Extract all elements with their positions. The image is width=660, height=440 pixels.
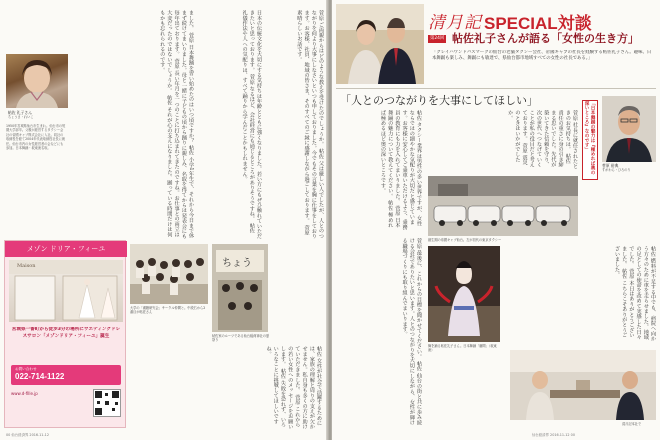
- series-title: SPECIAL対談: [484, 14, 592, 33]
- club-photo-caption: 大学の「漢籍研究会」サークル仲間と。中段右から2番目が帖佐さん: [130, 306, 206, 315]
- vintage-taxis-photo: [428, 176, 578, 236]
- host-name: 菅原 裕典: [602, 163, 619, 168]
- series-brand: 清月記: [428, 13, 482, 33]
- dance-performance-photo: [428, 246, 500, 342]
- club-group-photo: [130, 244, 208, 304]
- left-folio: 00 仙台経済界 2016.11-12: [6, 433, 49, 437]
- office-photo-credit: 清月記本社で: [622, 422, 642, 426]
- left-page: [0, 0, 328, 440]
- taxi-photo-caption: 創生期の帝國キャブ仙台。左が初代の東京タクシー: [428, 238, 502, 242]
- wedding-ad[interactable]: [4, 240, 126, 428]
- headline: 帖佐礼子さんが語る「女性の生き方」: [452, 33, 639, 45]
- guest-bio: 1950年宮城県仙台市生まれ。仙台市の短期大学部卒。父親が経営するタクシー会社の帝國キャブ株式会社に入社。同社の取締役を経て2004年代表取締役社長に就任。仙台市内の女性経営者の会などにも参加。日本舞踊・坂東流名取。: [6, 124, 66, 151]
- office-photo: [510, 350, 656, 420]
- guest-reading: ちょうさ・れいこ: [8, 115, 34, 120]
- interview-text-column: 帖佐 燃料が不足する中でも、病院へ向かう方々のために車を走らせました。地域の足としての使命を改めて実感した日々でした。 菅原 本日はありがとうございました。 帖佐 こちらこそありがとうございました。: [613, 246, 656, 342]
- host-name-caption: [602, 164, 656, 173]
- interview-text-column: 菅原 社長に就任されたときのお気持ちは。 帖佐 責任の重さに身の引き締まる思いでした。先代が築いてきた信頼を守り、次の世代へつなげていくことが私の役目だと考えております。 菅原 震災のときはいかがでしたか。: [507, 110, 578, 169]
- interview-text-column: 帖佐 女性が社会で活躍するためには、家族の理解と周りの支えが欠かせません。私自身も多くの方に助けていただきました。 菅原 これからの若い女性へのメッセージをお願いします。 帖佐 失敗を恐れず、いろいろなことに挑戦してほしいですね。: [265, 346, 322, 430]
- issue-badge: 第24回: [430, 36, 445, 41]
- interview-text-column: 日本の伝統文化を大切にする気持ちは年齢とともに強くなりました。若い方にもぜひ触れていただきたいと思っております。 菅原 なるほど、会社経営にも通じるところがありそうですね。 帖佐 礼儀作法や人への気配りは、すべて踊りから学んだことかもしれません。: [241, 10, 262, 239]
- title-rule: [336, 88, 656, 89]
- right-page: [332, 0, 660, 440]
- svg-text:ちょう: ちょう: [222, 258, 252, 269]
- lead-text: 「グレイハウンドバスマークの仙台の老舗タクシー会社、帝國キャブの社長を経験する帖佐礼子さん。趣味、日本舞踊も楽しみ、舞踊にも敏達で、県仙台都市地域すべての女性の社長である。」: [432, 50, 652, 62]
- side-quote-box: [582, 100, 598, 180]
- interview-text-column: ました。 菅原 日本舞踊を習い始めたのはいつ頃ですか？ 帖佐 小学1年生で、それから今日まで休まず続けてまいりました。母と一緒に子どもの頃から踊りに親しみ、名取を得てからは発表会にも毎年出ております。 菅原 長い年月を一つのことに打ち込まれてきたのですね。お仕事との両立は大変だったのではないでしょうか。 帖佐 それが心の支えになりました。踊っている時間だけは何もかも忘れられるのです。: [159, 10, 194, 239]
- ad-contact: [11, 365, 121, 385]
- qr-code-icon: [93, 389, 121, 417]
- right-folio: 仙台経済界 2016.11-12 00: [532, 433, 575, 437]
- ad-phone-number[interactable]: 022-714-1122: [15, 372, 65, 381]
- guest-name: 帖佐 礼子さん: [8, 110, 32, 115]
- host-portrait-photo: [602, 96, 656, 162]
- salon-sign: Maison: [17, 263, 36, 269]
- host-reading: すがわら・ひろのり: [602, 168, 631, 173]
- dance-photo-caption: 舞を踊る帖佐礼子さん。日本舞踊「藤間」（坂東流）: [428, 344, 497, 353]
- shrine-photo-caption: 帖佐家のルーツである仙台稲荷神社の夏祭り: [212, 334, 270, 343]
- guest-name-caption: [8, 111, 68, 120]
- shrine-festival-photo: [212, 244, 268, 332]
- ad-url[interactable]: www.d-fille.jp: [11, 391, 38, 396]
- ad-copy: 宮城県一番町から徒歩3分の場所にウエディングドレスサロン「メゾンドリア・フィーユ」誕生: [11, 327, 121, 339]
- pull-quote: 「人とのつながりを大事にしてほしい」: [340, 94, 538, 107]
- interview-text-column: 菅原 最後に、これからの目標を聞かせてください。 帖佐 仙台の街と共に歩み続ける会社でありたいと思います。人とのつながりを大切にしながら、女性が輝ける職場づくりにも取り組んでまいります。: [401, 238, 422, 426]
- ad-tel-label: お問い合わせ: [15, 367, 37, 371]
- interview-text-column: 帖佐 タクシー業界は男性の多い世界ですが、女性ならではの細やかな気配りが大切だと感じています。お客様に安心してご乗車いただけるよう、乗務員の教育にも力を入れてまいりました。 菅原 日本舞踊の魅力について教えてください。 帖佐 極めれば極めるほど奥の深いところです。: [379, 110, 422, 230]
- salon-storefront-photo: [9, 260, 123, 322]
- side-quote-text: 「日本舞踊の魅力は『極めれば奥の深いところ』なのです」: [584, 101, 595, 175]
- ad-title: メゾン ドリア・フィーユ: [5, 241, 127, 257]
- interview-text-column: 菅原 ご両親からはどのような教えを受けたのでしょうか。 帖佐 父は厳しい人でしたが、人とのつながりを何より大事にしなさいといつも申しておりました。今でもその言葉を胸に仕事をしております。お客様、社員、地域の皆さま、そのすべてのご縁に感謝しながら過ごしております。 菅原 素晴らしいお話です。: [296, 10, 324, 239]
- guest-portrait-photo: [6, 54, 68, 108]
- two-shot-photo: [336, 4, 424, 84]
